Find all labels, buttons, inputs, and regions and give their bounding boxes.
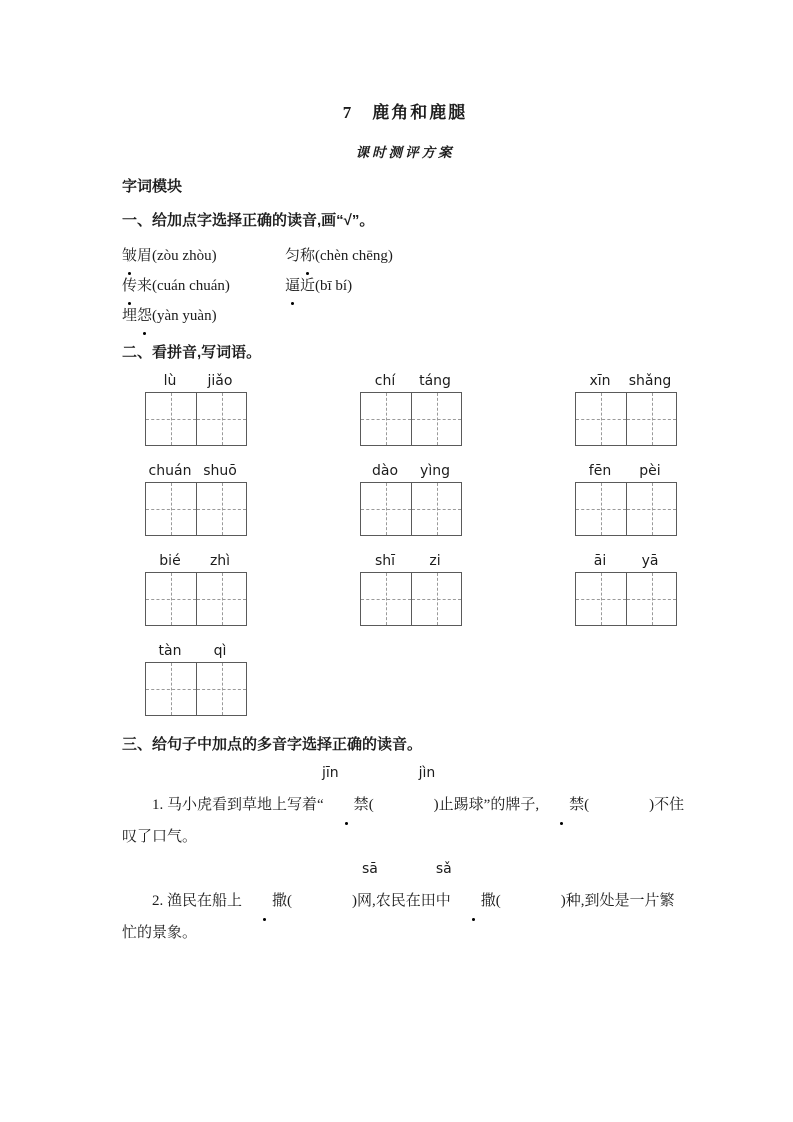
q2-row-3 [122, 553, 688, 626]
writing-boxes [145, 662, 247, 716]
pinyin-labels [145, 553, 245, 569]
pinyin-syllable: jiǎo [207, 373, 233, 389]
tian-cell [196, 573, 246, 625]
pinyin-syllable: shǎng [628, 373, 672, 389]
tian-cell [576, 483, 626, 535]
pinyin-syllable: chí [374, 373, 396, 389]
pinyin-labels [575, 373, 675, 389]
dotted-char: 禁 [324, 789, 369, 821]
tian-cell [626, 483, 676, 535]
dotted-char: 撒 [451, 885, 496, 917]
dotted-char: 称 [300, 241, 315, 271]
dotted-char: 撒 [242, 885, 287, 917]
pinyin-syllable: zhì [209, 553, 231, 569]
tian-cell [576, 573, 626, 625]
word-pre: 匀 [285, 248, 301, 264]
pinyin-writing-group [145, 553, 247, 626]
tian-cell [196, 663, 246, 715]
writing-boxes [145, 392, 247, 446]
writing-boxes [360, 392, 462, 446]
dotted-char: 传 [122, 271, 137, 301]
q2-row-1 [122, 373, 688, 446]
word-rest: (yàn yuàn) [152, 308, 217, 324]
pinyin-option: jīn [322, 765, 339, 781]
q2-row-4 [122, 643, 688, 716]
word-item [122, 301, 285, 331]
q2-heading: 二、看拼音,写词语。 [122, 344, 262, 361]
writing-boxes [575, 572, 677, 626]
word-rest: (chèn chēng) [315, 248, 393, 264]
tian-cell [411, 573, 461, 625]
pinyin-syllable: tàn [158, 643, 182, 659]
page-title: 7 鹿角和鹿腿 [342, 103, 468, 122]
pinyin-syllable: qì [213, 643, 227, 659]
q3-sentence-2 [122, 885, 688, 949]
writing-boxes [360, 572, 462, 626]
tian-cell [146, 483, 196, 535]
pinyin-writing-group [360, 373, 462, 446]
writing-boxes [575, 482, 677, 536]
dotted-char: 皱 [122, 241, 137, 271]
sentence-text: 1. 马小虎看到草地上写着“ [152, 797, 324, 813]
pinyin-syllable: pèi [639, 463, 661, 479]
writing-boxes [360, 482, 462, 536]
sentence-text: ( )止踢球”的牌子, [368, 797, 540, 813]
pinyin-option: sǎ [435, 861, 452, 877]
tian-cell [146, 573, 196, 625]
pinyin-labels [145, 643, 245, 659]
word-rest: 眉(zòu zhòu) [137, 248, 217, 264]
writing-boxes [575, 392, 677, 446]
pinyin-syllable: yìng [420, 463, 450, 479]
pinyin-writing-group [145, 463, 247, 536]
tian-cell [361, 573, 411, 625]
word-item [122, 241, 285, 271]
q3-s1-pinyin-hint [122, 765, 688, 787]
pinyin-writing-group [575, 553, 677, 626]
tian-cell [411, 393, 461, 445]
pinyin-labels [360, 463, 460, 479]
q3-sentence-1 [122, 789, 688, 853]
pinyin-labels [575, 463, 675, 479]
word-rest: 近(bī bí) [300, 278, 353, 294]
sentence-text: ( )不住叹了口气。 [122, 797, 685, 845]
pinyin-syllable: shuō [203, 463, 237, 479]
pinyin-syllable: dào [371, 463, 399, 479]
pinyin-syllable: xīn [589, 373, 611, 389]
pinyin-writing-group [360, 463, 462, 536]
pinyin-syllable: bié [159, 553, 181, 569]
pinyin-labels [145, 373, 245, 389]
pinyin-syllable: shī [374, 553, 396, 569]
tian-cell [196, 483, 246, 535]
pinyin-syllable: zi [429, 553, 441, 569]
pinyin-writing-group [575, 373, 677, 446]
q2-row-2 [122, 463, 688, 536]
sentence-text: ( )网,农民在田中 [287, 893, 451, 909]
pinyin-labels [145, 463, 245, 479]
pinyin-labels [575, 553, 675, 569]
page-subtitle: 课时测评方案 [355, 145, 455, 160]
tian-cell [626, 573, 676, 625]
word-rest: 来(cuán chuán) [137, 278, 230, 294]
dotted-char: 禁 [539, 789, 584, 821]
pinyin-labels [360, 553, 460, 569]
tian-cell [576, 393, 626, 445]
pinyin-labels [360, 373, 460, 389]
pinyin-syllable: chuán [148, 463, 192, 479]
q3-s2-pinyin-hint [122, 861, 688, 883]
pinyin-syllable: fēn [588, 463, 612, 479]
pinyin-option: sā [362, 861, 378, 877]
pinyin-syllable: táng [419, 373, 451, 389]
pinyin-writing-group [360, 553, 462, 626]
sentence-text: ( )种,到处是一片繁忙的景象。 [122, 893, 675, 941]
q3-heading: 三、给句子中加点的多音字选择正确的读音。 [122, 736, 423, 753]
pinyin-option: jìn [418, 765, 436, 781]
tian-cell [146, 663, 196, 715]
pinyin-syllable: lù [163, 373, 177, 389]
q1-word-list [122, 241, 688, 331]
module-label: 字词模块 [122, 178, 183, 195]
word-item [122, 271, 285, 301]
pinyin-writing-group [145, 373, 247, 446]
pinyin-writing-group [145, 643, 247, 716]
sentence-text: 2. 渔民在船上 [152, 893, 243, 909]
dotted-char: 逼 [285, 271, 300, 301]
pinyin-syllable: yā [641, 553, 659, 569]
tian-cell [361, 483, 411, 535]
tian-cell [411, 483, 461, 535]
tian-cell [196, 393, 246, 445]
tian-cell [146, 393, 196, 445]
tian-cell [361, 393, 411, 445]
pinyin-syllable: āi [593, 553, 607, 569]
writing-boxes [145, 482, 247, 536]
tian-cell [626, 393, 676, 445]
q1-heading: 一、给加点字选择正确的读音,画“√”。 [122, 212, 375, 229]
pinyin-writing-group [575, 463, 677, 536]
writing-boxes [145, 572, 247, 626]
word-pre: 埋 [122, 308, 138, 324]
word-item [285, 241, 505, 271]
word-item [285, 271, 505, 301]
dotted-char: 怨 [137, 301, 152, 331]
